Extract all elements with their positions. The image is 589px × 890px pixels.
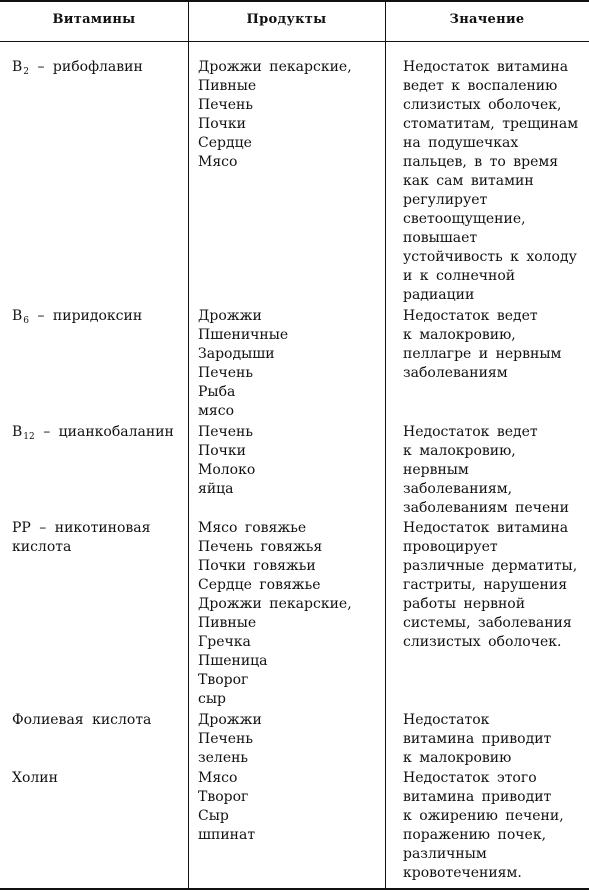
meaning-line: слизистых оболочек,: [403, 97, 562, 113]
vitamin-cell: [12, 711, 184, 730]
product-item: Почки: [198, 443, 246, 459]
vitamin-subscript: 12: [23, 432, 35, 442]
product-item: Дрожжи пекарские,: [198, 596, 352, 612]
meaning-cell: [403, 519, 587, 652]
product-item: Печень говяжья: [198, 539, 323, 555]
vitamin-name: [12, 423, 184, 447]
meaning-line: Недостаток ведет: [403, 424, 538, 440]
meaning-line: Недостаток этого: [403, 770, 537, 786]
product-item: Почки: [198, 116, 246, 132]
product-item: Печень: [198, 97, 253, 113]
product-item: Пшеничные: [198, 327, 289, 343]
meaning-line: заболеваниям печени: [403, 500, 569, 516]
product-item: Печень: [198, 365, 253, 381]
header-meaning: Значение: [449, 12, 525, 27]
meaning-cell: [403, 58, 587, 305]
meaning-line: заболеваниям: [403, 365, 508, 381]
vitamin-name-rest: – цианкобаланин: [34, 424, 174, 440]
vitamin-name: [12, 58, 184, 82]
meaning-line: витамина приводит: [403, 731, 552, 747]
meaning-line: светоощущение,: [403, 211, 526, 227]
meaning-line: регулирует: [403, 192, 488, 208]
meaning-line: различным: [403, 846, 487, 862]
meaning-line: Недостаток: [403, 712, 490, 728]
products-cell: [198, 711, 382, 768]
header-vitamins: Витамины: [52, 12, 136, 27]
meaning-line: Недостаток витамина: [403, 59, 569, 75]
product-item: Пшеница: [198, 653, 268, 669]
product-item: Дрожжи: [198, 712, 262, 728]
product-item: Творог: [198, 672, 249, 688]
meaning-line: к ожирению печени,: [403, 808, 564, 824]
vitamin-name: [12, 711, 184, 730]
vitamin-name: [12, 519, 184, 557]
products-cell: [198, 307, 382, 421]
meaning-line: радиации: [403, 287, 475, 303]
vitamin-subscript: 6: [23, 316, 30, 326]
vitamin-name-main: Холин: [12, 770, 58, 786]
header-divider: [0, 41, 589, 42]
product-item: Рыба: [198, 384, 236, 400]
meaning-cell: [403, 769, 587, 883]
header-products: Продукты: [246, 12, 327, 27]
meaning-line: повышает: [403, 230, 478, 246]
meaning-line: слизистых оболочек.: [403, 634, 562, 650]
vitamin-name-main: B: [12, 59, 23, 75]
vitamin-subscript: 2: [23, 67, 30, 77]
product-item: Творог: [198, 789, 249, 805]
product-item: Дрожжи пекарские,: [198, 59, 352, 75]
meaning-cell: [403, 423, 587, 518]
meaning-line: к малокровию,: [403, 443, 516, 459]
product-item: сыр: [198, 691, 226, 707]
meaning-line: Недостаток ведет: [403, 308, 538, 324]
meaning-line: к малокровию: [403, 750, 512, 766]
product-item: Пивные: [198, 615, 257, 631]
meaning-line: ведет к воспалению: [403, 78, 558, 94]
products-cell: [198, 58, 382, 172]
meaning-line: провоцирует: [403, 539, 498, 555]
meaning-line: к малокровию,: [403, 327, 516, 343]
product-item: Сердце: [198, 135, 252, 151]
products-cell: [198, 769, 382, 845]
meaning-line: гастриты, нарушения: [403, 577, 568, 593]
vitamin-cell: [12, 58, 184, 82]
product-item: Сыр: [198, 808, 229, 824]
vitamin-cell: [12, 423, 184, 447]
meaning-line: на подушечках: [403, 135, 519, 151]
product-item: Молоко: [198, 462, 256, 478]
product-item: Мясо: [198, 154, 238, 170]
product-item: Пивные: [198, 78, 257, 94]
product-item: Мясо: [198, 770, 238, 786]
vitamin-cell: [12, 519, 184, 557]
meaning-line: системы, заболевания: [403, 615, 572, 631]
meaning-line: витамина приводит: [403, 789, 552, 805]
product-item: Гречка: [198, 634, 251, 650]
meaning-line: кровотечениям.: [403, 865, 522, 881]
column-divider: [188, 2, 189, 888]
product-item: Зародыши: [198, 346, 275, 362]
meaning-line: пальцев, в то время: [403, 154, 559, 170]
meaning-cell: [403, 307, 587, 383]
vitamin-name-main: B: [12, 308, 23, 324]
product-item: зелень: [198, 750, 249, 766]
products-cell: [198, 423, 382, 499]
product-item: яйца: [198, 481, 234, 497]
product-item: Печень: [198, 424, 253, 440]
product-item: мясо: [198, 403, 234, 419]
product-item: шпинат: [198, 827, 256, 843]
vitamin-name-main: PP – никотиновая кислота: [12, 520, 151, 555]
product-item: Сердце говяжье: [198, 577, 321, 593]
vitamin-name: [12, 769, 184, 788]
vitamin-name-main: B: [12, 424, 23, 440]
vitamin-name: [12, 307, 184, 331]
meaning-line: различные дерматиты,: [403, 558, 578, 574]
meaning-line: пеллагре и нервным: [403, 346, 562, 362]
meaning-line: стоматитам, трещинам: [403, 116, 579, 132]
meaning-cell: [403, 711, 587, 768]
meaning-line: как сам витамин: [403, 173, 534, 189]
vitamin-name-rest: – рибофлавин: [29, 59, 143, 75]
meaning-line: Недостаток витамина: [403, 520, 569, 536]
meaning-line: устойчивость к холоду: [403, 249, 577, 265]
product-item: Дрожжи: [198, 308, 262, 324]
meaning-line: и к солнечной: [403, 268, 516, 284]
meaning-line: нервным: [403, 462, 469, 478]
meaning-line: поражению почек,: [403, 827, 547, 843]
product-item: Мясо говяжье: [198, 520, 307, 536]
product-item: Почки говяжьи: [198, 558, 316, 574]
product-item: Печень: [198, 731, 253, 747]
products-cell: [198, 519, 382, 709]
meaning-line: заболеваниям,: [403, 481, 513, 497]
vitamin-cell: [12, 769, 184, 788]
vitamin-name-main: Фолиевая кислота: [12, 712, 152, 728]
vitamin-cell: [12, 307, 184, 331]
vitamin-name-rest: – пиридоксин: [29, 308, 143, 324]
meaning-line: работы нервной: [403, 596, 526, 612]
column-divider: [385, 2, 386, 888]
